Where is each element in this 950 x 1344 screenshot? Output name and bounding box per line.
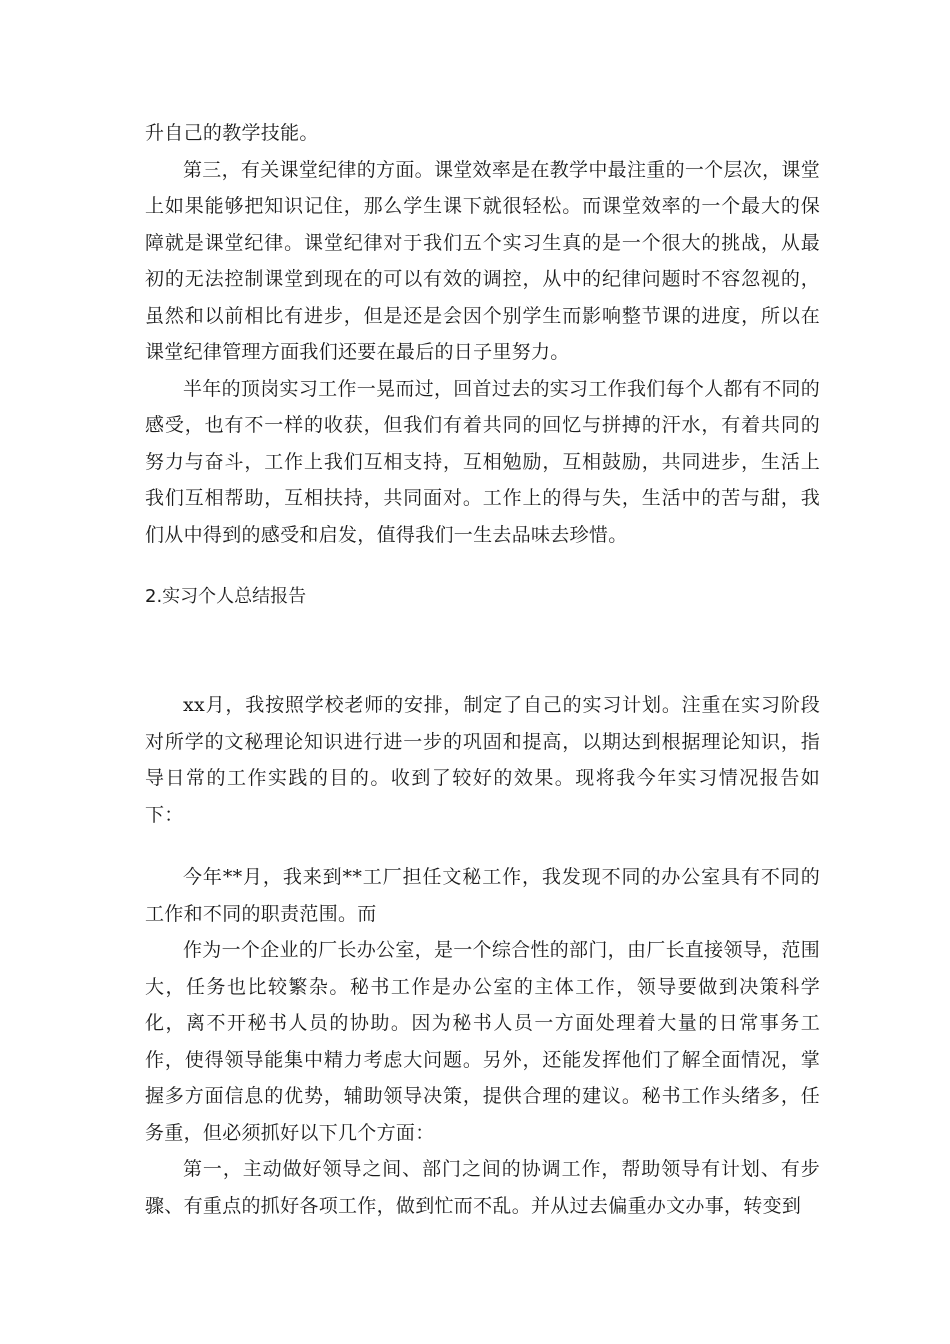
paragraph-office-role: 作为一个企业的厂长办公室，是一个综合性的部门，由厂长直接领导，范围大，任务也比较繁杂。秘书工作是办公室的主体工作，领导要做到决策科学化，离不开秘书人员的协助。因为秘书人员一方面处理着大量的日常事务工作，使得领导能集中精力考虑大问题。另外，还能发挥他们了解全面情况，掌握多方面信息的优势，辅助领导决策，提供合理的建议。秘书工作头绪多，任务重，但必须抓好以下几个方面：: [145, 939, 820, 1144]
section-heading: 2.实习个人总结报告: [145, 586, 307, 607]
paragraph-coordination: 第一，主动做好领导之间、部门之间的协调工作，帮助领导有计划、有步骤、有重点的抓好各项工作，做到忙而不乱。并从过去偏重办文办事，转变到: [145, 1158, 820, 1217]
document-body: [145, 115, 820, 1224]
spacer: [145, 833, 820, 859]
paragraph-internship-reflection: 半年的顶岗实习工作一晃而过，回首过去的实习工作我们每个人都有不同的感受，也有不一样的收获，但我们有着共同的回忆与拼搏的汗水，有着共同的努力与奋斗，工作上我们互相支持，互相勉励，互相鼓励，共同进步，生活上我们互相帮助，互相扶持，共同面对。工作上的得与失，生活中的苦与甜，我们从中得到的感受和启发，值得我们一生去品味去珍惜。: [145, 377, 820, 546]
spacer: [145, 615, 820, 687]
spacer: [145, 553, 820, 579]
paragraph-secretary-job: 今年**月，我来到**工厂担任文秘工作，我发现不同的办公室具有不同的工作和不同的职责范围。而: [145, 866, 820, 925]
paragraph-internship-plan: xx月，我按照学校老师的安排，制定了自己的实习计划。注重在实习阶段对所学的文秘理论知识进行进一步的巩固和提高，以期达到根据理论知识，指导日常的工作实践的目的。收到了较好的效果。现将我今年实习情况报告如下：: [145, 694, 820, 826]
paragraph-classroom-discipline: 第三，有关课堂纪律的方面。课堂效率是在教学中最注重的一个层次，课堂上如果能够把知识记住，那么学生课下就很轻松。而课堂效率的一个最大的保障就是课堂纪律。课堂纪律对于我们五个实习生真的是一个很大的挑战，从最初的无法控制课堂到现在的可以有效的调控，从中的纪律问题时不容忽视的，虽然和以前相比有进步，但是还是会因个别学生而影响整节课的进度，所以在课堂纪律管理方面我们还要在最后的日子里努力。: [145, 158, 820, 363]
paragraph-continuation: 升自己的教学技能。: [145, 122, 319, 144]
